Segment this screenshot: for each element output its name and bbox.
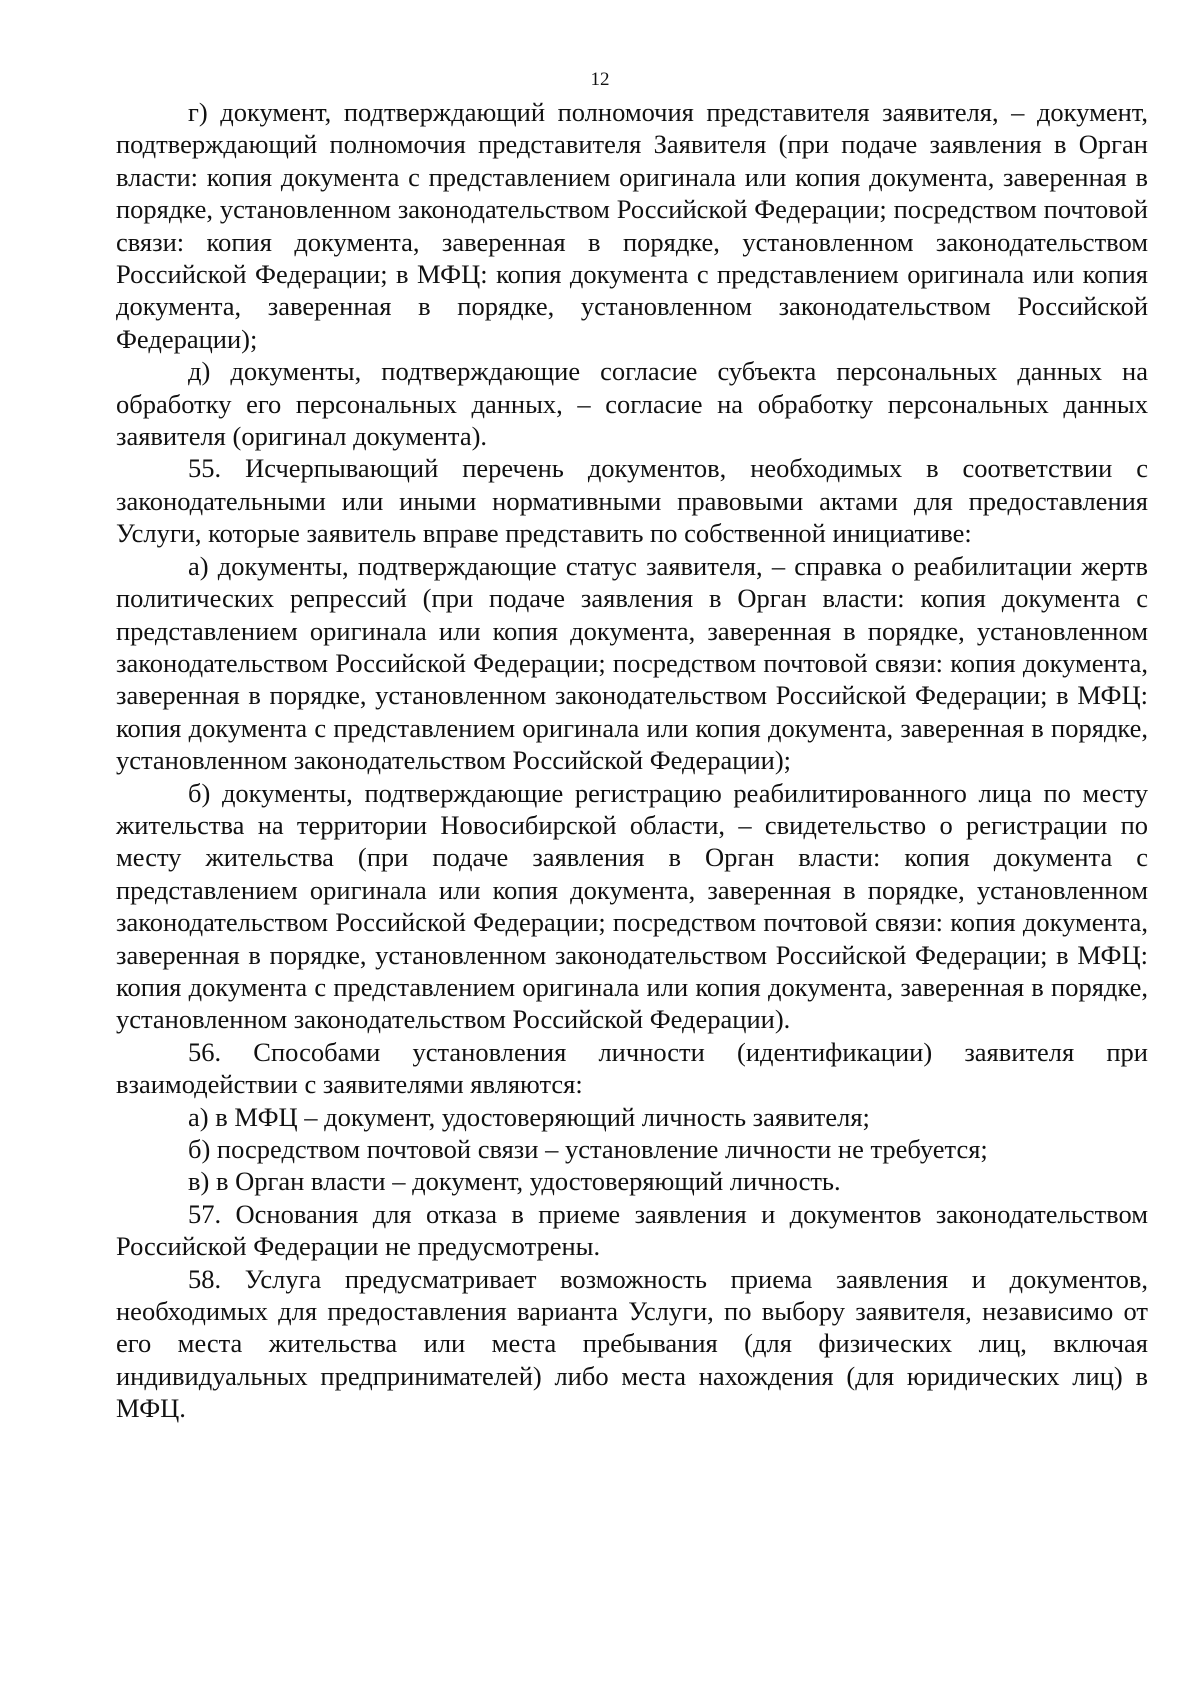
paragraph-57-refusal-grounds: 57. Основания для отказа в приеме заявления и документов законодательством Российской Федерации не предусмотрены. <box>116 1198 1148 1262</box>
paragraph-g-representative-authority: г) документ, подтверждающий полномочия представителя заявителя, – документ, подтверждающий полномочия представителя Заявителя (при подаче заявления в Орган власти: копия документа с представлением оригинала или копия документа, заверенная в порядке, установленном законодательством Российской Федерации; посредством почтовой связи: копия документа, заверенная в порядке, установленном законодательством Российской Федерации; в МФЦ: копия документа с представлением оригинала или копия документа, заверенная в порядке, установленном законодательством Российской Федерации); <box>116 97 1148 354</box>
paragraph-55-document-list: 55. Исчерпывающий перечень документов, необходимых в соответствии с законодательными или иными нормативными правовыми актами для предоставления Услуги, которые заявитель вправе представить по собственной инициативе: <box>116 453 1148 549</box>
paragraph-56-identification: 56. Способами установления личности (идентификации) заявителя при взаимодействии с заявителями являются: <box>116 1036 1148 1100</box>
document-body <box>116 96 1148 1425</box>
paragraph-d-personal-data-consent: д) документы, подтверждающие согласие субъекта персональных данных на обработку его персональных данных, – согласие на обработку персональных данных заявителя (оригинал документа). <box>116 356 1148 452</box>
paragraph-58-mfc-acceptance: 58. Услуга предусматривает возможность приема заявления и документов, необходимых для предоставления варианта Услуги, по выбору заявителя, независимо от его места жительства или места пребывания (для физических лиц, включая индивидуальных предпринимателей) либо места нахождения (для юридических лиц) в МФЦ. <box>116 1263 1148 1424</box>
paragraph-b-registration: б) документы, подтверждающие регистрацию реабилитированного лица по месту жительства на территории Новосибирской области, – свидетельство о регистрации по месту жительства (при подаче заявления в Орган власти: копия документа с представлением оригинала или копия документа, заверенная в порядке, установленном законодательством Российской Федерации; посредством почтовой связи: копия документа, заверенная в порядке, установленном законодательством Российской Федерации; в МФЦ: копия документа с представлением оригинала или копия документа, заверенная в порядке, установленном законодательством Российской Федерации). <box>116 777 1148 1035</box>
paragraph-a-applicant-status: а) документы, подтверждающие статус заявителя, – справка о реабилитации жертв политических репрессий (при подаче заявления в Орган власти: копия документа с представлением оригинала или копия документа, заверенная в порядке, установленном законодательством Российской Федерации; посредством почтовой связи: копия документа, заверенная в порядке, установленном законодательством Российской Федерации; в МФЦ: копия документа с представлением оригинала или копия документа, заверенная в порядке, установленном законодательством Российской Федерации); <box>116 550 1148 776</box>
paragraph-a-mfc: а) в МФЦ – документ, удостоверяющий личность заявителя; <box>188 1101 870 1132</box>
paragraph-b-postal: б) посредством почтовой связи – установление личности не требуется; <box>188 1134 988 1164</box>
paragraph-v-authority: в) в Орган власти – документ, удостоверяющий личность. <box>188 1166 841 1197</box>
page-number: 12 <box>590 69 610 90</box>
